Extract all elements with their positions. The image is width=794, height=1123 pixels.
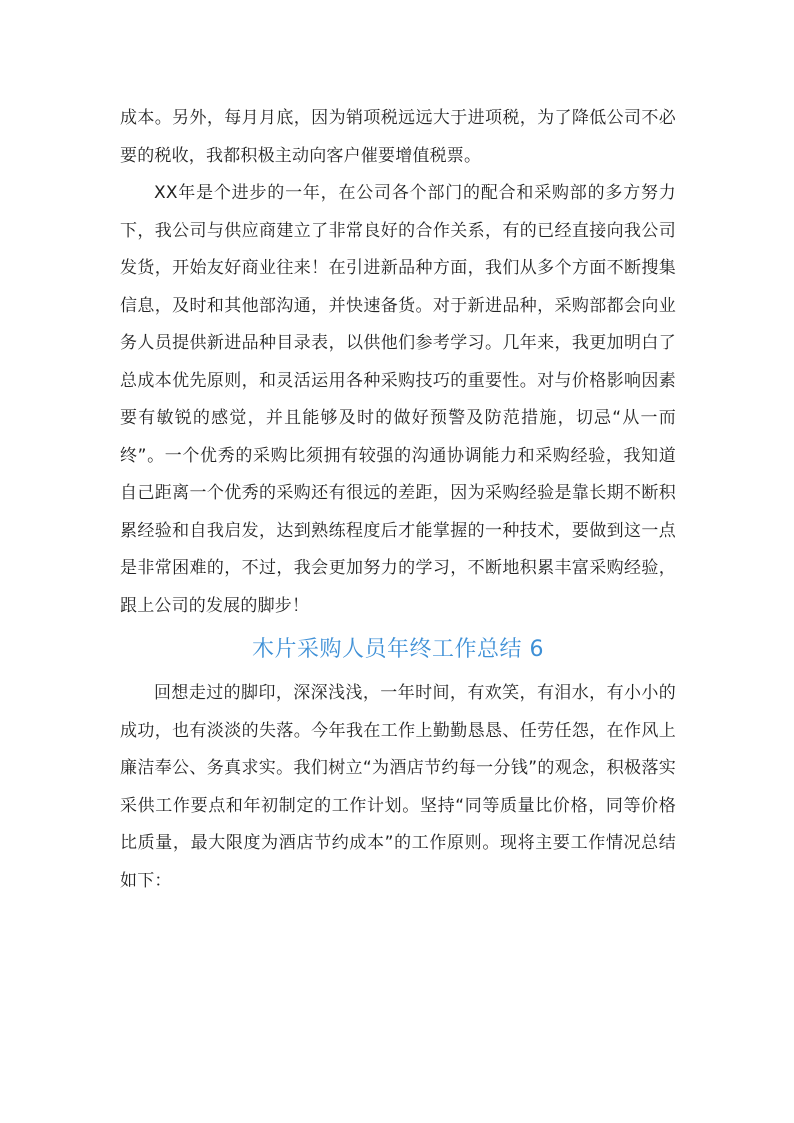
document-body: [120, 100, 676, 900]
section-title: 木片采购人员年终工作总结 6: [252, 637, 544, 662]
paragraph-tax-receipts: 成本。另外，每月月底，因为销项税远远大于进项税，为了降低公司不必要的税收，我都积极主动向客户催要增值税票。: [120, 108, 676, 166]
paragraph-review-intro: 回想走过的脚印，深深浅浅，一年时间，有欢笑，有泪水，有小小的成功，也有淡淡的失落。今年我在工作上勤勤恳恳、任劳任怨，在作风上廉洁奉公、务真求实。我们树立“为酒店节约每一分钱”的观念，积极落实采供工作要点和年初制定的工作计划。坚持“同等质量比价格，同等价格比质量，最大限度为酒店节约成本”的工作原则。现将主要工作情况总结如下：: [120, 683, 676, 891]
paragraph-progress-year: XX年是个进步的一年，在公司各个部门的配合和采购部的多方努力下，我公司与供应商建立了非常良好的合作关系，有的已经直接向我公司发货，开始友好商业往来！在引进新品种方面，我们从多个方面不断搜集信息，及时和其他部沟通，并快速备货。对于新进品种，采购部都会向业务人员提供新进品种目录表，以供他们参考学习。几年来，我更加明白了总成本优先原则，和灵活运用各种采购技巧的重要性。对与价格影响因素要有敏锐的感觉，并且能够及时的做好预警及防范措施，切忌“从一而终”。一个优秀的采购比须拥有较强的沟通协调能力和采购经验，我知道自己距离一个优秀的采购还有很远的差距，因为采购经验是靠长期不断积累经验和自我启发，达到熟练程度后才能掌握的一种技术，要做到这一点是非常困难的，不过，我会更加努力的学习，不断地积累丰富采购经验，跟上公司的发展的脚步！: [120, 183, 676, 616]
